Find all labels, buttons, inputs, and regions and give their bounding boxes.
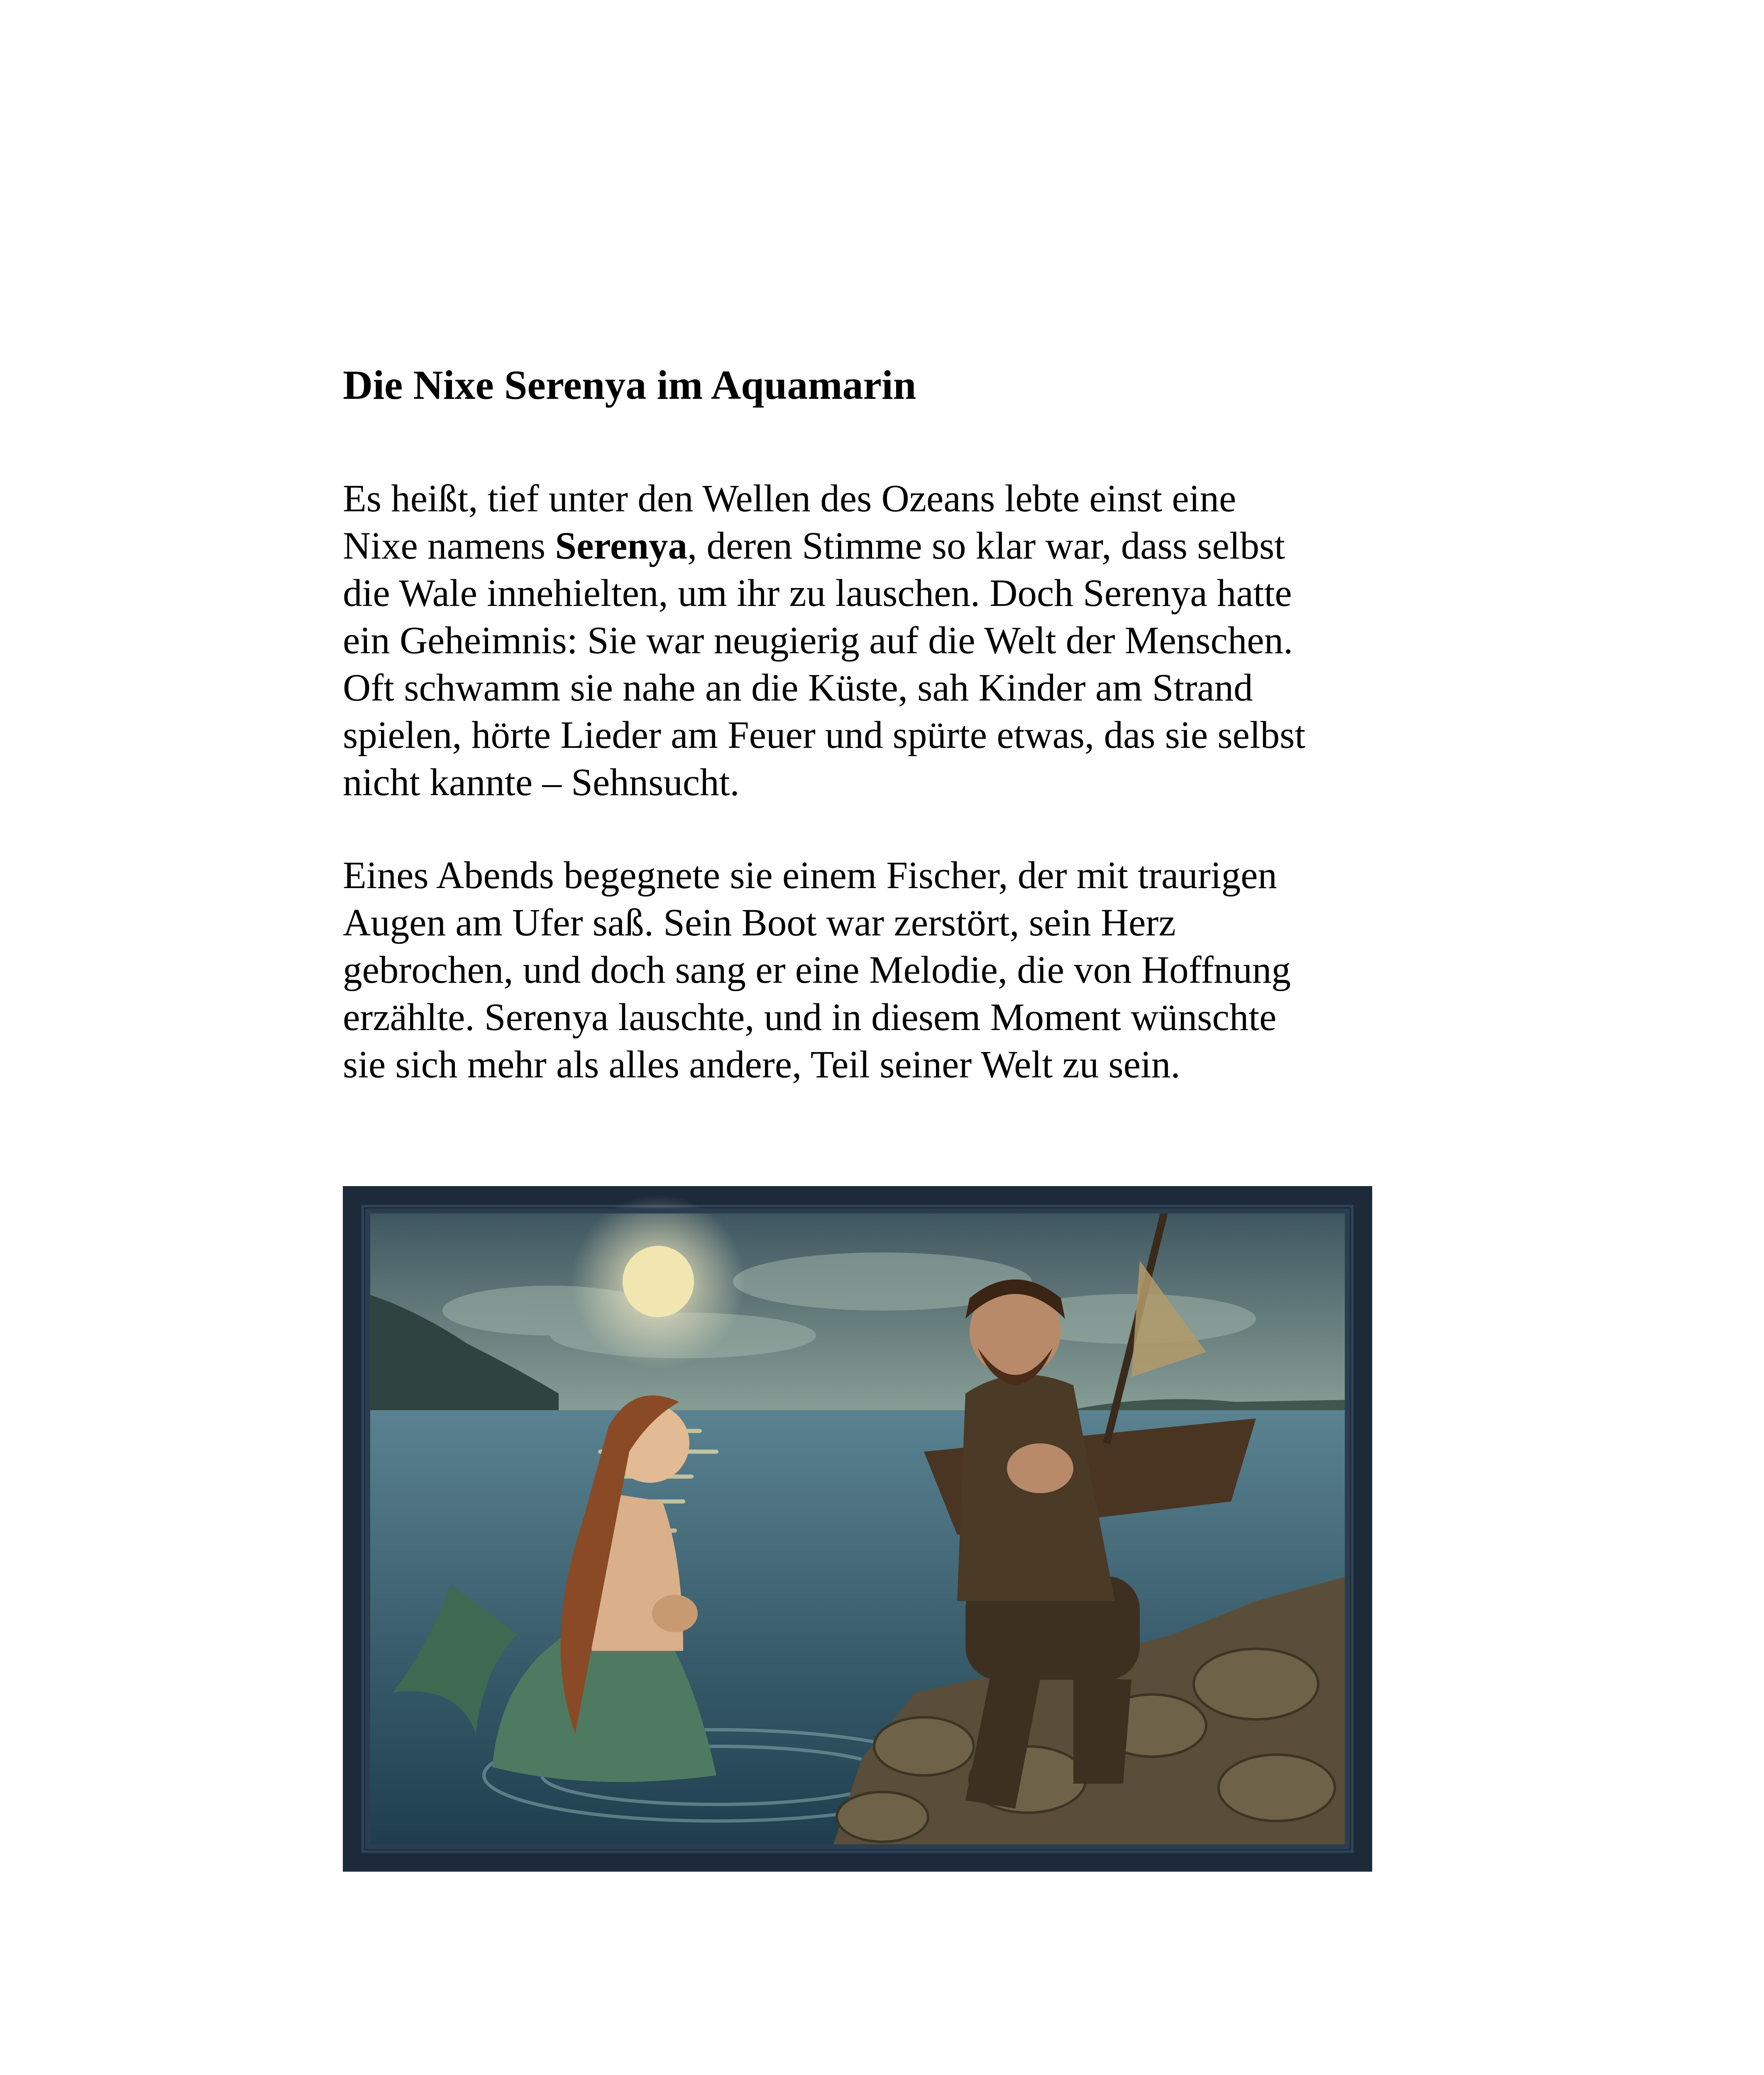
text-line [343,664,1414,712]
text-line [343,759,1414,806]
text-line [343,852,1414,899]
text-line [343,570,1414,617]
illustration-artwork [343,1186,1372,1872]
text-segment: ein Geheimnis: Sie war neugierig auf die Welt der Menschen. [343,619,1293,662]
text-line [343,475,1414,522]
story-paragraph-2 [343,852,1414,1089]
moon [623,1246,694,1317]
text-segment: Es heißt, tief unter den Wellen des Ozeans lebte einst eine [343,477,1236,520]
story-paragraph-1 [343,475,1414,806]
text-segment: die Wale innehielten, um ihr zu lauschen. Doch Serenya hatte [343,572,1292,615]
text-line [343,617,1414,664]
text-segment: gebrochen, und doch sang er eine Melodie, die von Hoffnung [343,949,1291,991]
text-line [343,899,1414,947]
bold-name: Serenya [555,525,687,567]
text-line [343,1041,1414,1089]
text-segment: spielen, hörte Lieder am Feuer und spürte etwas, das sie selbst [343,714,1306,757]
text-segment: Oft schwamm sie nahe an die Küste, sah Kinder am Strand [343,666,1253,709]
text-segment: sie sich mehr als alles andere, Teil seiner Welt zu sein. [343,1043,1180,1086]
page-title: Die Nixe Serenya im Aquamarin [343,362,916,408]
text-line [343,994,1414,1041]
text-segment: nicht kannte – Sehnsucht. [343,761,740,804]
text-segment: , deren Stimme so klar war, dass selbst [687,525,1285,567]
text-segment: Augen am Ufer saß. Sein Boot war zerstört, sein Herz [343,901,1176,944]
text-line [343,947,1414,994]
text-line [343,522,1414,570]
text-segment: Eines Abends begegnete sie einem Fischer, der mit traurigen [343,854,1277,897]
text-segment: erzählte. Serenya lauschte, und in diesem Moment wünschte [343,996,1277,1039]
illustration-mermaid-and-fisherman [343,1186,1372,1872]
text-segment: Nixe namens [343,525,555,567]
text-line [343,712,1414,759]
